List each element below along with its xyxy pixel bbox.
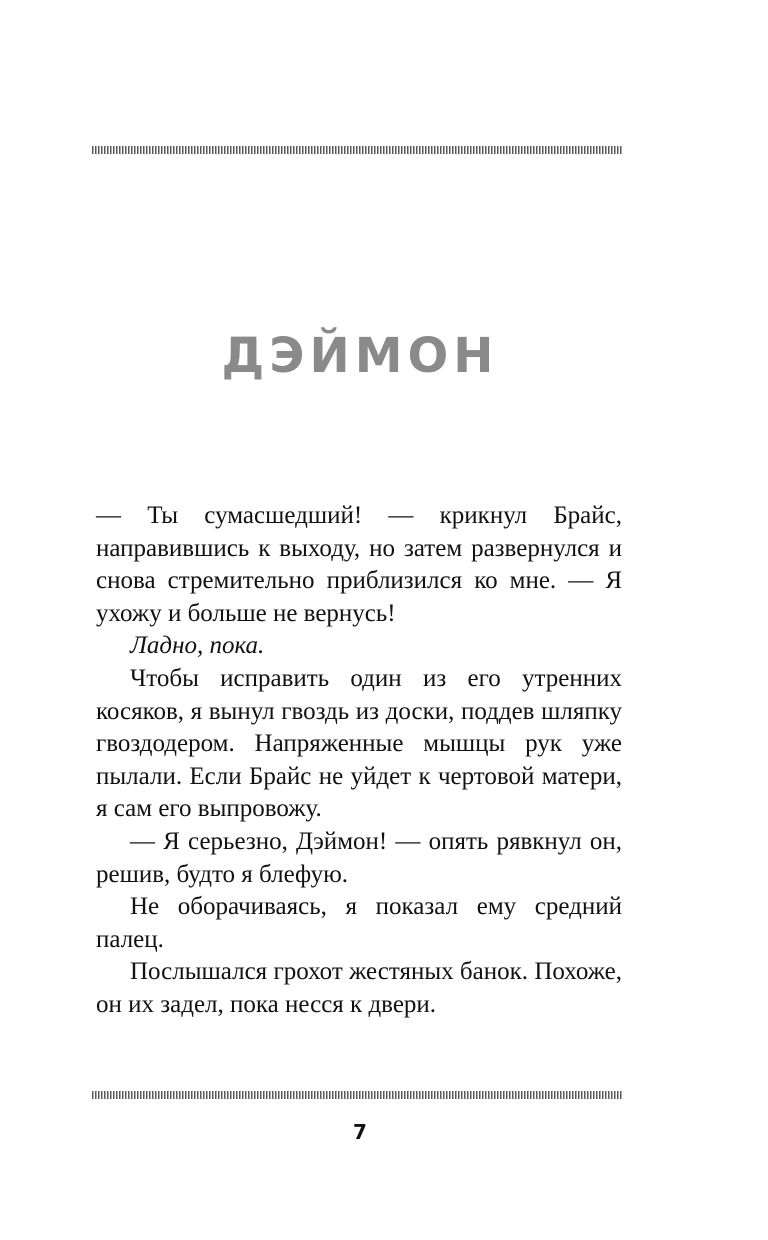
- paragraph-italic-thought: Ладно, пока.: [130, 632, 265, 660]
- paragraph: — Ты сумасшедший! — крикнул Брайс, направившись к выходу, но затем развернулся и снова стремительно приблизился ко мне. — Я ухожу и больше не вернусь!: [96, 502, 622, 627]
- page-number: 7: [353, 1120, 367, 1144]
- bottom-decorative-rule: [92, 1091, 622, 1099]
- chapter-text: [96, 500, 622, 1022]
- paragraph: Послышался грохот жестяных банок. Похоже, он их задел, пока несся к двери.: [96, 958, 622, 1018]
- paragraph: Чтобы исправить один из его утренних косяков, я вынул гвоздь из доски, поддев шляпку гвоздодером. Напряженные мышцы рук уже пылали. Если Брайс не уйдет к чертовой матери, я сам его выпровожу.: [96, 664, 622, 823]
- top-decorative-rule: [92, 146, 622, 154]
- paragraph: Не оборачиваясь, я показал ему средний палец.: [96, 893, 622, 953]
- paragraph: — Я серьезно, Дэймон! — опять рявкнул он, решив, будто я блефую.: [96, 827, 622, 888]
- chapter-title: ДЭЙМОН: [221, 328, 499, 385]
